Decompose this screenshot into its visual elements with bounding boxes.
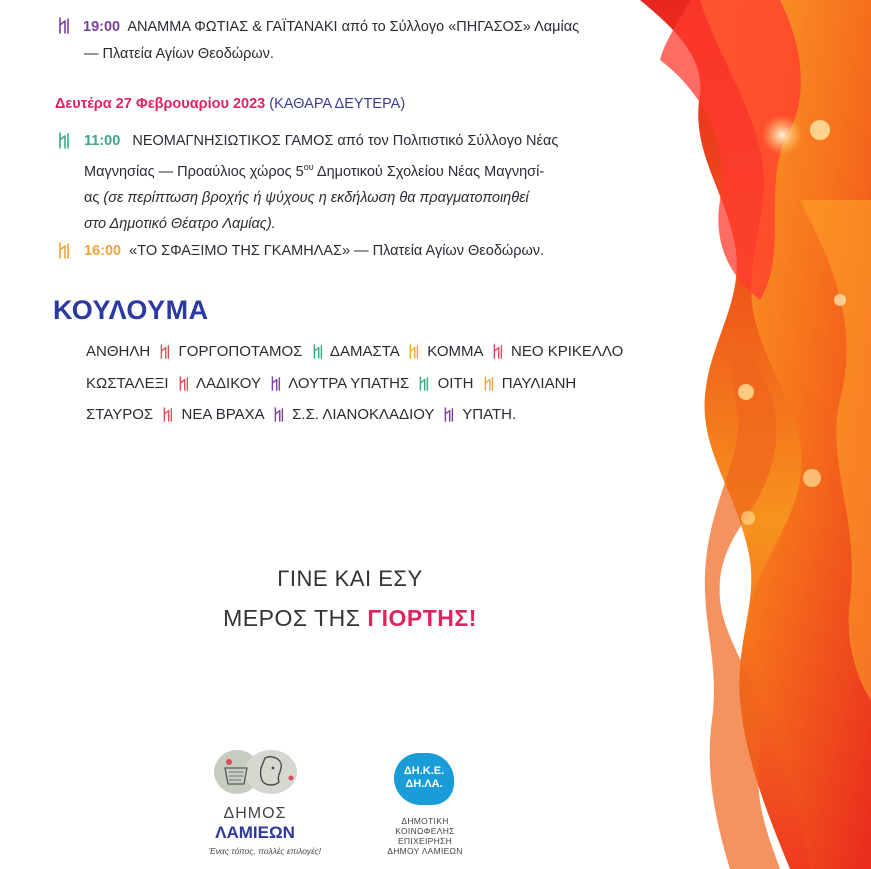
event-line: Δημοτικού Σχολείου Νέας Μαγνησί- [313, 163, 545, 180]
place: ΛΑΔΙΚΟΥ [196, 374, 261, 392]
person-icon [441, 405, 455, 425]
caption-line: ΕΠΙΧΕΙΡΗΣΗ [397, 836, 453, 846]
event-1100 [84, 128, 644, 237]
person-icon [271, 405, 285, 425]
person-icon [268, 374, 282, 394]
place: ΝΕΑ ΒΡΑΧΑ [181, 405, 264, 423]
event-description: ΑΝΑΜΜΑ ΦΩΤΙΑΣ & ΓΑΪΤΑΝΑΚΙ από το Σύλλογο «ΠΗΓΑΣΟΣ» Λαμίας [127, 19, 580, 35]
place: Σ.Σ. ΛΙΑΝΟΚΛΑΔΙΟΥ [292, 405, 435, 423]
event-1600 [84, 238, 544, 264]
dimos-lamieon-emblem [207, 748, 301, 796]
place: ΔΑΜΑΣΤΑ [329, 342, 399, 360]
person-icon [406, 342, 420, 362]
place: ΝΕΟ ΚΡΙΚΕΛΛΟ [511, 342, 624, 360]
person-icon [55, 16, 71, 36]
place: ΛΟΥΤΡΑ ΥΠΑΤΗΣ [288, 374, 410, 392]
slogan-text: ΜΕΡΟΣ ΤΗΣ [223, 605, 368, 631]
dimos-line1: ΔΗΜΟΣ [223, 805, 287, 822]
caption-line: ΔΗΜΟΤΙΚΗ [401, 816, 449, 826]
event-line: ΝΕΟΜΑΓΝΗΣΙΩΤΙΚΟΣ ΓΑΜΟΣ από τον Πολιτιστικό Σύλλογο Νέας [132, 133, 559, 149]
koulouma-line-1 [86, 342, 623, 362]
place: ΠΑΥΛΙΑΝΗ [501, 374, 577, 392]
place: ΣΤΑΥΡΟΣ [86, 405, 154, 423]
person-icon [176, 374, 190, 394]
caption-line: ΚΟΙΝΩΦΕΛΗΣ [395, 826, 455, 836]
caption-line: ΔΗΜΟΥ ΛΑΜΙΕΩΝ [387, 846, 463, 856]
person-icon [310, 342, 324, 362]
dimos-tagline: Ένας τόπος, πολλές επιλογές! [208, 846, 322, 856]
event-line: Μαγνησίας — Προαύλιος χώρος 5 [84, 163, 304, 180]
event-description: «ΤΟ ΣΦΑΞΙΜΟ ΤΗΣ ΓΚΑΜΗΛΑΣ» — Πλατεία Αγίων Θεοδώρων. [129, 243, 545, 259]
event-time: 16:00 [84, 243, 122, 259]
event-note: στο Δημοτικό Θέατρο Λαμίας). [84, 215, 276, 232]
place: ΟΙΤΗ [437, 374, 474, 392]
person-icon [490, 342, 504, 362]
slogan-highlight: ΓΙΟΡΤΗΣ! [367, 605, 477, 631]
person-icon [160, 405, 174, 425]
place: ΑΝΘΗΛΗ [86, 342, 151, 360]
badge-line2: ΔΗ.ΛΑ. [405, 778, 443, 790]
dikela-caption [370, 816, 480, 856]
event-1900 [83, 14, 579, 40]
dimos-line2: ΛΑΜΙΕΩΝ [215, 823, 295, 842]
koulouma-line-2 [86, 374, 576, 394]
place: ΚΩΣΤΑΛΕΞΙ [86, 374, 169, 392]
event-time: 11:00 [84, 133, 121, 149]
day-heading [55, 96, 405, 112]
slogan-line-1: ΓΙΝΕ ΚΑΙ ΕΣΥ [277, 566, 423, 591]
place: ΥΠΑΤΗ. [462, 405, 517, 423]
koulouma-line-3 [86, 405, 516, 425]
place: ΓΟΡΓΟΠΟΤΑΜΟΣ [178, 342, 303, 360]
person-icon [55, 131, 71, 151]
event-location: — Πλατεία Αγίων Θεοδώρων. [84, 46, 274, 62]
person-icon [416, 374, 430, 394]
event-line: ας [84, 189, 104, 206]
koulouma-title: ΚΟΥΛΟΥΜΑ [53, 295, 209, 325]
person-icon [157, 342, 171, 362]
slogan-line-2 [180, 605, 520, 632]
person-icon [55, 241, 71, 261]
event-time: 19:00 [83, 19, 121, 35]
day-note: (ΚΑΘΑΡΑ ΔΕΥΤΕΡΑ) [269, 96, 406, 112]
dikela-badge [394, 753, 454, 805]
badge-line1: ΔΗ.Κ.Ε. [403, 765, 445, 777]
day-date: Δευτέρα 27 Φεβρουαρίου 2023 [55, 96, 266, 112]
person-icon [481, 374, 495, 394]
event-sup: ου [303, 162, 314, 172]
event-note: (σε περίπτωση βροχής ή ψύχους η εκδήλωση θα πραγματοποιηθεί [103, 189, 529, 206]
place: ΚΟΜΜΑ [427, 342, 483, 360]
